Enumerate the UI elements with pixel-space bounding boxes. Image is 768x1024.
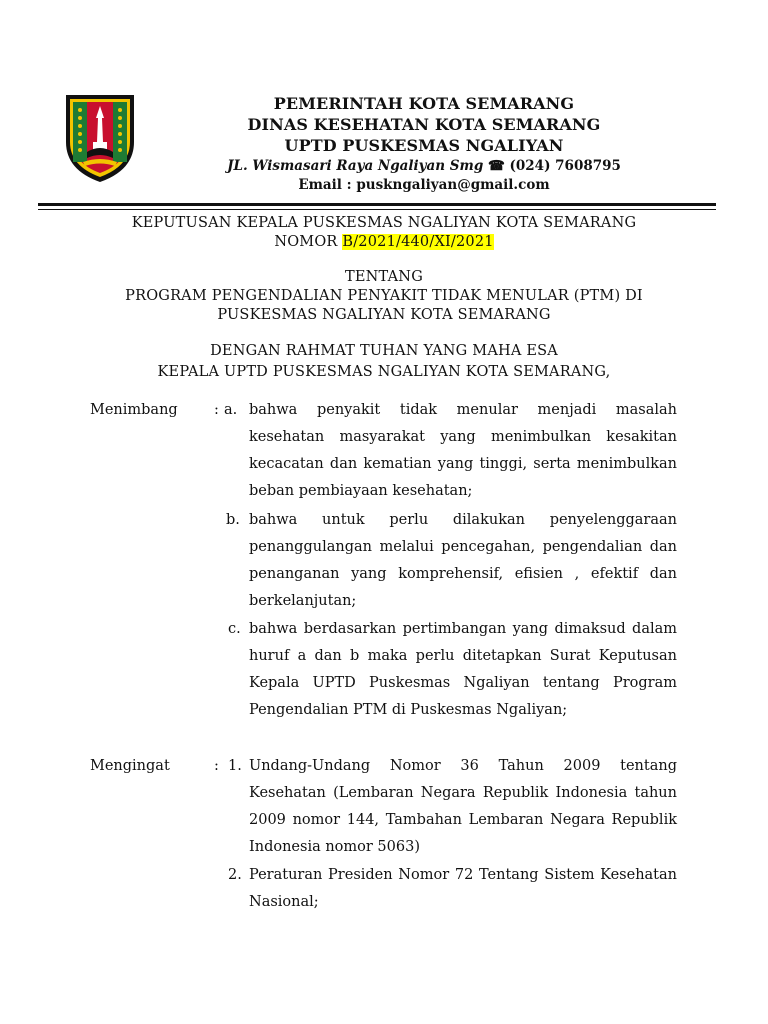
letterhead-divider-thin bbox=[38, 209, 716, 210]
menimbang-mark-b: b. bbox=[226, 512, 240, 528]
decree-issuer: KEPALA UPTD PUSKESMAS NGALIYAN KOTA SEMARANG, bbox=[157, 364, 611, 380]
mengingat-colon: : bbox=[214, 758, 219, 774]
mengingat-mark-1: 1. bbox=[228, 758, 242, 774]
menimbang-label: Menimbang bbox=[90, 402, 178, 418]
decree-title: KEPUTUSAN KEPALA PUSKESMAS NGALIYAN KOTA SEMARANG bbox=[131, 215, 637, 231]
mengingat-item-1: Undang-Undang Nomor 36 Tahun 2009 tentang Kesehatan (Lembaran Negara Republik Indonesia tahun 2009 nomor 144, Tambahan Lembaran Negara Republik Indonesia nomor 5063) bbox=[249, 758, 677, 855]
decree-heading bbox=[60, 214, 708, 252]
decree-about: TENTANG bbox=[345, 269, 423, 285]
kota-semarang-emblem bbox=[63, 92, 137, 184]
menimbang-item-a: bahwa penyakit tidak menular menjadi masalah kesehatan masyarakat yang menimbulkan kesakitan kecacatan dan kematian yang tinggi, serta menimbulkan beban pembiayaan kesehatan; bbox=[249, 402, 677, 499]
letterhead-address: JL. Wismasari Raya Ngaliyan Smg bbox=[227, 158, 484, 174]
menimbang-colon: : bbox=[214, 402, 219, 418]
decree-blessing: DENGAN RAHMAT TUHAN YANG MAHA ESA bbox=[210, 343, 558, 359]
letterhead-address-line bbox=[150, 157, 698, 176]
mengingat-item-2: Peraturan Presiden Nomor 72 Tentang Sistem Kesehatan Nasional; bbox=[249, 867, 677, 910]
menimbang-mark-c: c. bbox=[228, 621, 241, 637]
decree-number bbox=[60, 233, 708, 252]
letterhead bbox=[150, 93, 698, 195]
decree-subject bbox=[60, 268, 708, 325]
phone-icon: ☎ bbox=[487, 158, 505, 174]
letterhead-divider-thick bbox=[38, 203, 716, 206]
menimbang-item-c: bahwa berdasarkan pertimbangan yang dimaksud dalam huruf a dan b maka perlu ditetapkan Surat Keputusan Kepala UPTD Puskesmas Ngaliyan tentang Program Pengendalian PTM di Puskesmas Ngaliyan; bbox=[249, 621, 677, 718]
mengingat-label: Mengingat bbox=[90, 758, 170, 774]
decree-number-label: NOMOR bbox=[274, 234, 338, 250]
decree-subject-line2: PUSKESMAS NGALIYAN KOTA SEMARANG bbox=[217, 307, 551, 323]
letterhead-government: PEMERINTAH KOTA SEMARANG bbox=[273, 94, 575, 113]
letterhead-institution: UPTD PUSKESMAS NGALIYAN bbox=[284, 136, 564, 155]
letterhead-email: Email : puskngaliyan@gmail.com bbox=[298, 177, 550, 193]
letterhead-phone: (024) 7608795 bbox=[509, 158, 621, 174]
decree-number-value: B/2021/440/XI/2021 bbox=[342, 234, 494, 250]
mengingat-mark-2: 2. bbox=[228, 867, 242, 883]
decree-opening bbox=[60, 341, 708, 383]
letterhead-department: DINAS KESEHATAN KOTA SEMARANG bbox=[247, 115, 601, 134]
menimbang-mark-a: a. bbox=[224, 402, 238, 418]
menimbang-item-b: bahwa untuk perlu dilakukan penyelenggaraan penanggulangan melalui pencegahan, pengendalian dan penanganan yang komprehensif, efisien , efektif dan berkelanjutan; bbox=[249, 512, 677, 609]
decree-subject-line1: PROGRAM PENGENDALIAN PENYAKIT TIDAK MENULAR (PTM) DI bbox=[125, 288, 643, 304]
